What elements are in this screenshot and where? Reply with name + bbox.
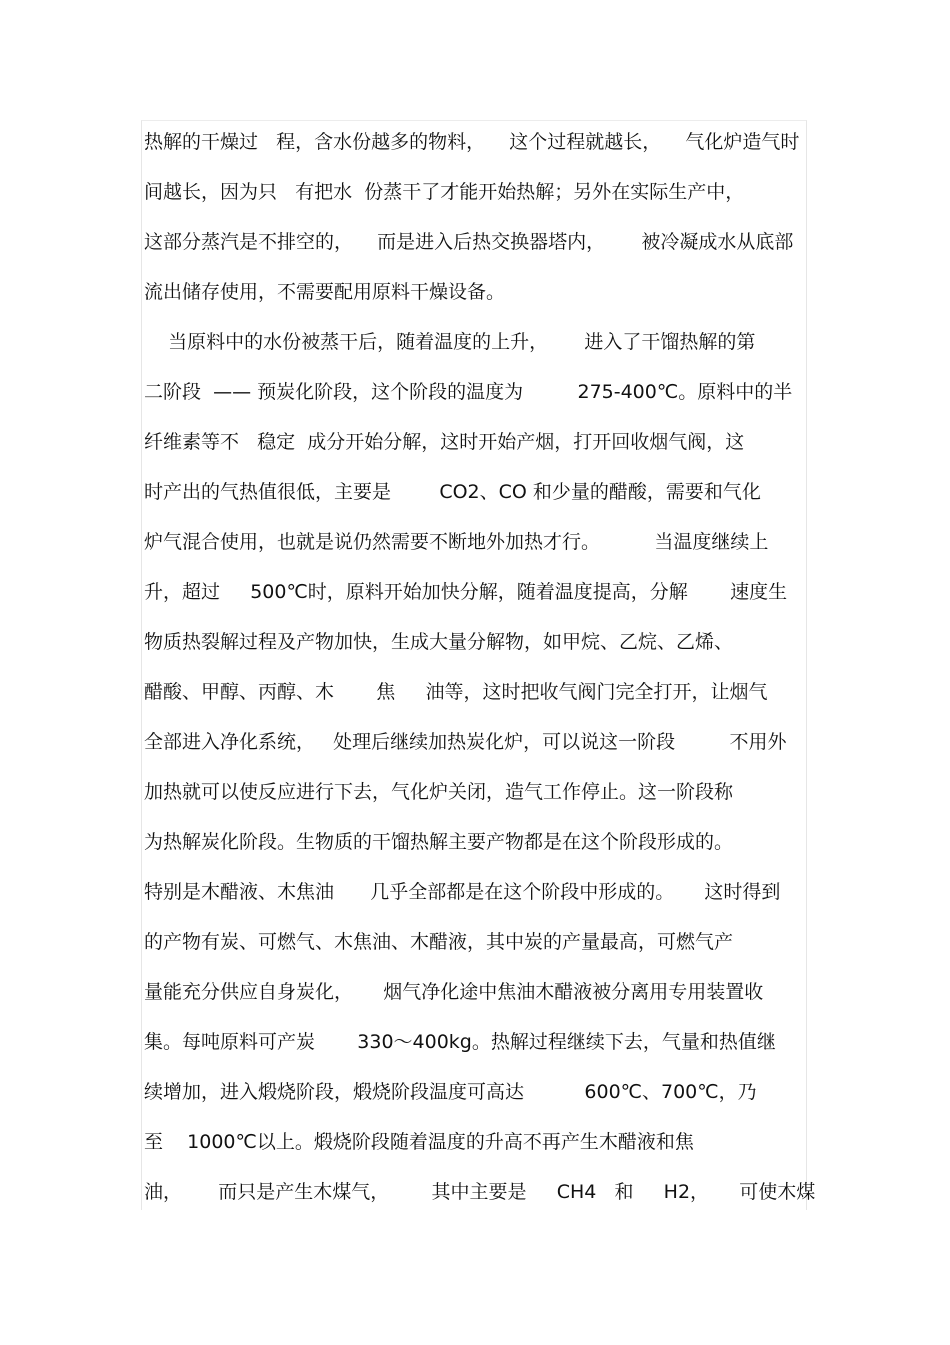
text-line: 量能充分供应自身炭化， 烟气净化途中焦油木醋液被分离用专用装置收 [144,981,764,1003]
text-line: 至 1000℃以上。煅烧阶段随着温度的升高不再产生木醋液和焦 [144,1131,694,1153]
text-line: 升，超过 500℃时，原料开始加快分解，随着温度提高，分解 速度生 [144,581,788,603]
text-line: 间越长，因为只 有把水 份蒸干了才能开始热解；另外在实际生产中， [144,181,745,203]
text-line: 纤维素等不 稳定 成分开始分解，这时开始产烟，打开回收烟气阀，这 [144,431,745,453]
text-line: 二阶段 —— 预炭化阶段，这个阶段的温度为 275-400℃。原料中的半 [144,381,793,403]
text-line: 流出储存使用，不需要配用原料干燥设备。 [144,281,506,303]
text-line: 集。每吨原料可产炭 330～400kg。热解过程继续下去，气量和热值继 [144,1031,776,1053]
text-line: 炉气混合使用，也就是说仍然需要不断地外加热才行。 当温度继续上 [144,531,769,553]
text-line: 时产出的气热值很低，主要是 CO2、CO 和少量的醋酸，需要和气化 [144,481,761,503]
text-line: 续增加，进入煅烧阶段，煅烧阶段温度可高达 600℃、700℃，乃 [144,1081,757,1103]
text-line: 的产物有炭、可燃气、木焦油、木醋液，其中炭的产量最高，可燃气产 [144,931,734,953]
text-line: 全部进入净化系统， 处理后继续加热炭化炉，可以说这一阶段 不用外 [144,731,787,753]
text-line: 为热解炭化阶段。生物质的干馏热解主要产物都是在这个阶段形成的。 [144,831,734,853]
text-line: 热解的干燥过 程，含水份越多的物料， 这个过程就越长， 气化炉造气时 [144,131,800,153]
text-line: 物质热裂解过程及产物加快，生成大量分解物，如甲烷、乙烷、乙烯、 [144,631,734,653]
text-line: 油， 而只是产生木煤气， 其中主要是 CH4 和 H2， 可使木煤 [144,1181,816,1203]
text-line: 醋酸、甲醇、丙醇、木 焦 油等，这时把收气阀门完全打开，让烟气 [144,681,768,703]
text-line: 加热就可以使反应进行下去，气化炉关闭，造气工作停止。这一阶段称 [144,781,734,803]
text-line: 特别是木醋液、木焦油 几乎全部都是在这个阶段中形成的。 这时得到 [144,881,781,903]
text-line: 这部分蒸汽是不排空的， 而是进入后热交换器塔内， 被冷凝成水从底部 [144,231,794,253]
text-line: 当原料中的水份被蒸干后，随着温度的上升， 进入了干馏热解的第 [144,331,756,353]
document-body [144,119,814,1219]
